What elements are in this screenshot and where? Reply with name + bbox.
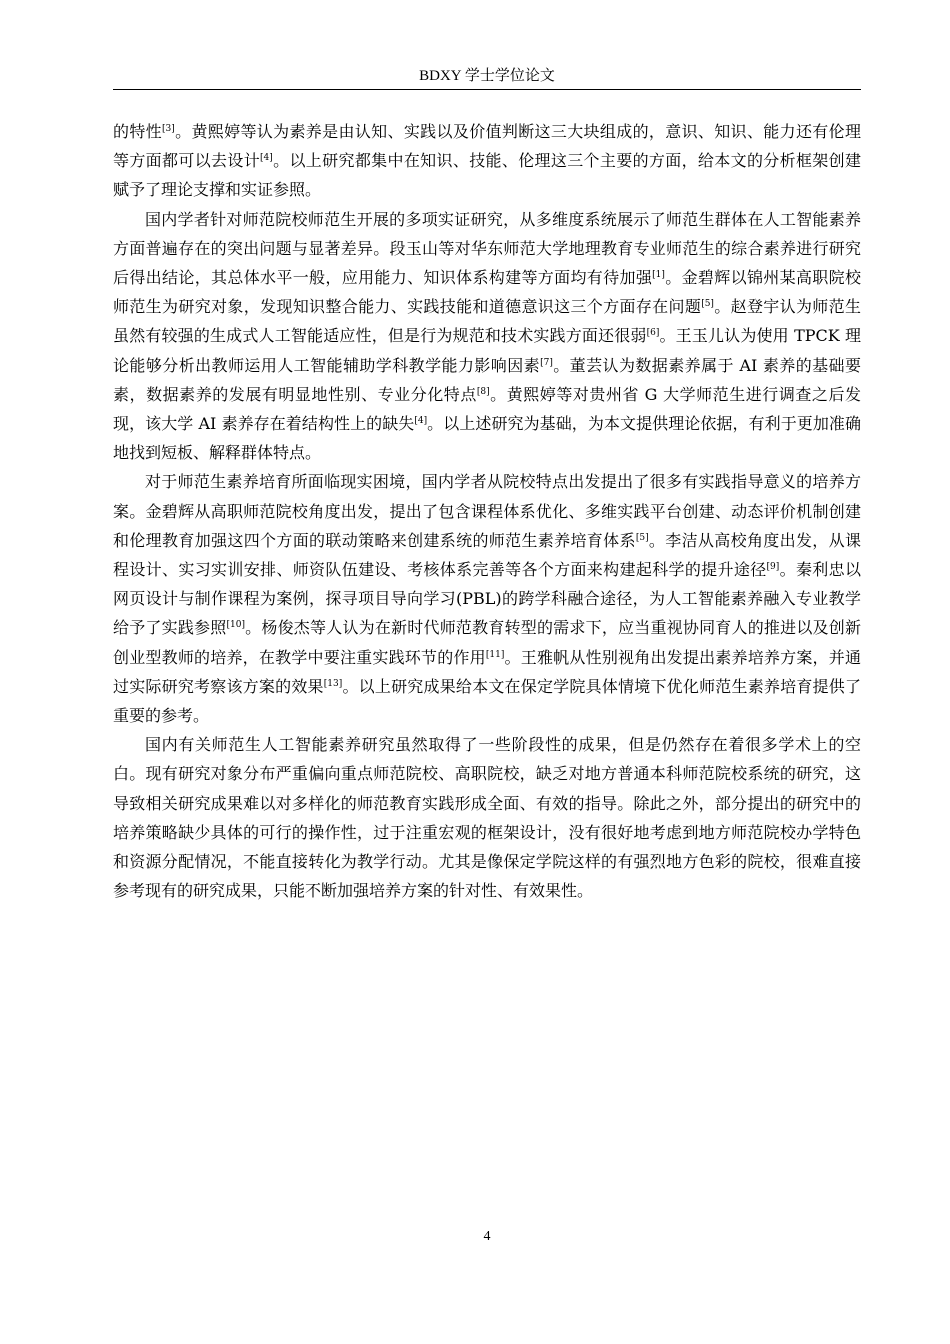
citation-marker: [5] [701,299,714,310]
body-paragraph [113,467,861,730]
body-paragraph [113,117,861,205]
citation-marker: [4] [414,416,428,427]
paragraph-text: 。黄熙婷等认为素养是由认知、实践以及价值判断这三大块组成的，意识、知识、能力还有伦理等方面都可以去设计 [113,122,861,171]
citation-marker: [5] [635,532,649,543]
body-paragraph [113,730,861,905]
citation-marker: [4] [260,153,273,164]
citation-marker: [6] [646,328,660,339]
citation-marker: [10] [226,620,245,631]
paragraph-text: 国内有关师范生人工智能素养研究虽然取得了一些阶段性的成果，但是仍然存在着很多学术上的空白。现有研究对象分布严重偏向重点师范院校、高职院校，缺乏对地方普通本科师范院校系统的研究，这导致相关研究成果难以对多样化的师范教育实践形成全面、有效的指导。除此之外，部分提出的研究中的培养策略缺少具体的可行的操作性，过于注重宏观的框架设计，没有很好地考虑到地方师范院校办学特色和资源分配情况，不能直接转化为教学行动。尤其是像保定学院这样的有强烈地方色彩的院校，很难直接参考现有的研究成果，只能不断加强培养方案的针对性、有效果性。 [113,735,861,901]
paragraph-text: 。以上研究成果给本文在保定学院具体情境下优化师范生素养培育提供了重要的参考。 [113,676,861,726]
paragraph-text: 。以上研究都集中在知识、技能、伦理这三个主要的方面，给本文的分析框架创建赋予了理论支撑和实证参照。 [113,151,861,200]
paragraph-text: 国内学者针对师范院校师范生开展的多项实证研究，从多维度系统展示了师范生群体在人工智能素养方面普遍存在的突出问题与显著差异。段玉山等对华东师范大学地理教育专业师范生的综合素养进行研究后得出结论，其总体水平一般，应用能力、知识体系构建等方面均有待加强 [113,209,861,288]
running-header: BDXY 学士学位论文 [419,68,555,84]
citation-marker: [3] [162,124,175,134]
paragraph-text: 。秦利忠以网页设计与制作课程为案例，探寻项目导向学习(PBL)的跨学科融合途径，为人工智能素养融入专业教学给予了实践参照 [113,560,861,638]
paragraph-text: 对于师范生素养培育所面临现实困境，国内学者从院校特点出发提出了很多有实践指导意义的培养方案。金碧辉从高职师范院校角度出发，提出了包含课程体系优化、多维实践平台创建、动态评价机制创建和伦理教育加强这四个方面的联动策略来创建系统的师范生素养培育体系 [113,472,861,550]
paragraph-text: 。金碧辉以锦州某高职院校师范生为研究对象，发现知识整合能力、实践技能和道德意识这三个方面存在问题 [113,268,861,317]
paragraph-text: 。杨俊杰等人认为在新时代师范教育转型的需求下，应当重视协同育人的推进以及创新创业型教师的培养，在教学中要注重实践环节的作用 [113,618,861,667]
citation-marker: [7] [540,357,553,368]
paragraph-text: 。黄熙婷等对贵州省 G 大学师范生进行调查之后发现，该大学 AI 素养存在着结构性上的缺失 [113,384,861,434]
header-rule [113,89,861,90]
citation-marker: [11] [485,649,505,660]
citation-marker: [8] [476,386,490,397]
body-paragraph [113,205,861,468]
citation-marker: [9] [766,562,780,573]
paragraph-text: 。董芸认为数据素养属于 AI 素养的基础要素，数据素养的发展有明显地性别、专业分化特点 [113,355,861,404]
paragraph-text: 的特性 [113,122,163,141]
paragraph-text: 。李洁从高校角度出发，从课程设计、实习实训安排、师资队伍建设、考核体系完善等各个方面来构建起科学的提升途径 [113,530,861,580]
paragraph-text: 。王玉儿认为使用 TPCK 理论能够分析出教师运用人工智能辅助学科教学能力影响因素 [113,326,861,375]
paragraph-text: 。以上述研究为基础，为本文提供理论依据，有利于更加准确地找到短板、解释群体特点。 [113,414,861,463]
citation-marker: [13] [323,678,343,689]
page-number: 4 [483,1229,491,1244]
citation-marker: [1] [652,270,665,281]
body-text [113,117,861,905]
paragraph-text: 。王雅帆从性别视角出发提出素养培养方案，并通过实际研究考察该方案的效果 [113,647,861,696]
paragraph-text: 。赵登宇认为师范生虽然有较强的生成式人工智能适应性，但是行为规范和技术实践方面还很弱 [113,297,861,346]
